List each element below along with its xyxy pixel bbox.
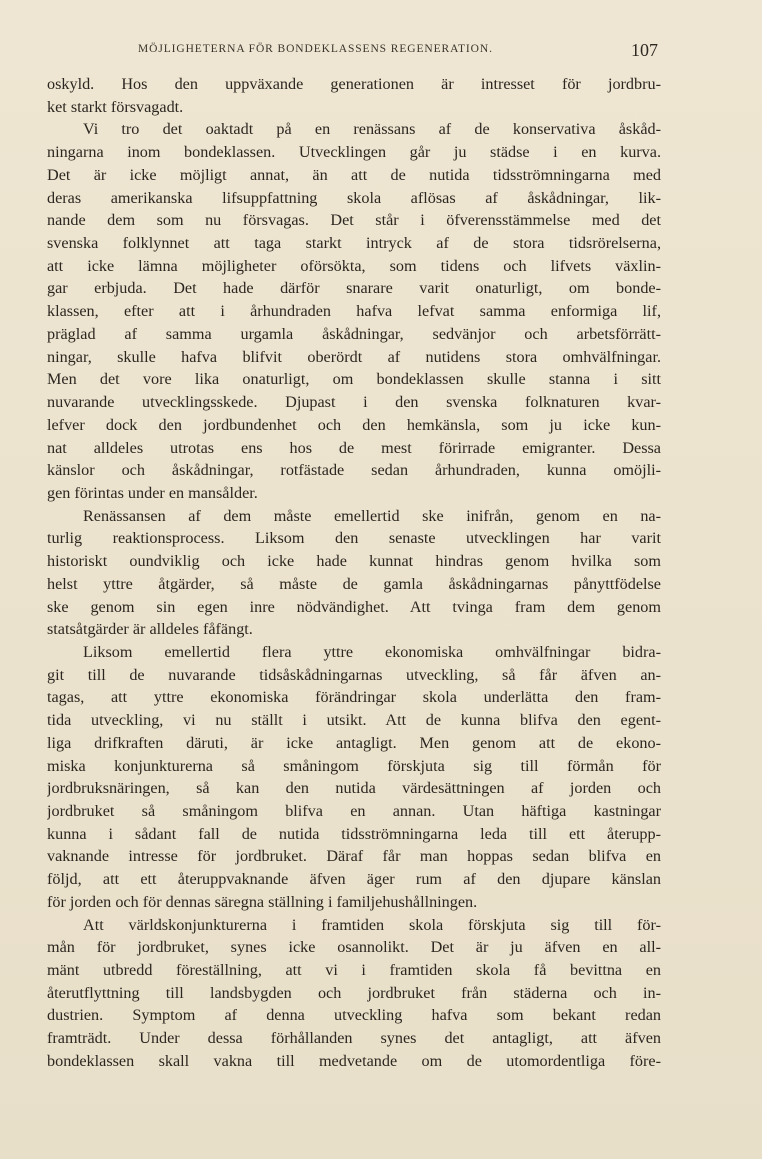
text-line: ningarna inom bondeklassen. Utvecklingen går ju städse i en kurva.	[47, 143, 661, 162]
text-line: nande dem som nu försvagas. Det står i öfverensstämmelse med det	[47, 211, 661, 230]
text-line: lefver dock den jordbundenhet och den hemkänsla, som ju icke kun-	[47, 415, 661, 434]
text-line: Men det vore lika onaturligt, om bondeklassen skulle stanna i sitt	[47, 370, 661, 389]
running-head: MÖJLIGHETERNA FÖR BONDEKLASSENS REGENERATION.	[138, 43, 493, 55]
text-line: att icke lämna möjligheter oförsökta, som tidens och lifvets växlin-	[47, 256, 661, 275]
text-line: deras amerikanska lifsuppfattning skola aflösas af åskådningar, lik-	[47, 188, 661, 207]
text-line: ket starkt försvagadt.	[47, 97, 184, 116]
text-line: tagas, att yttre ekonomiska förändringar skola underlätta den fram-	[47, 688, 661, 707]
text-line: bondeklassen skall vakna till medvetande om de utomordentliga före-	[47, 1051, 661, 1070]
text-line: framträdt. Under dessa förhållanden synes det antagligt, att äfven	[47, 1029, 661, 1048]
text-line: Renässansen af dem måste emellertid ske inifrån, genom en na-	[83, 506, 661, 525]
text-line: ske genom sin egen inre nödvändighet. Att tvinga fram dem genom	[47, 597, 661, 616]
text-line: historiskt oundviklig och icke hade kunnat hindras genom hvilka som	[47, 552, 661, 571]
text-line: klassen, efter att i århundraden hafva lefvat samma enformiga lif,	[47, 302, 661, 321]
text-line: Att världskonjunkturerna i framtiden skola förskjuta sig till för-	[83, 915, 661, 934]
text-line: vaknande intresse för jordbruket. Däraf får man hoppas sedan blifva en	[47, 847, 661, 866]
text-line: turlig reaktionsprocess. Liksom den senaste utvecklingen har varit	[47, 529, 661, 548]
text-line: känslor och åskådningar, rotfästade sedan århundraden, kunna omöjli-	[47, 461, 661, 480]
text-line: ningar, skulle hafva blifvit oberördt af nutidens stora omhvälfningar.	[47, 347, 661, 366]
text-line: helst yttre åtgärder, så måste de gamla åskådningarnas pånyttfödelse	[47, 574, 661, 593]
text-line: kunna i sådant fall de nutida tidsströmningarna leda till ett återupp-	[47, 824, 661, 843]
text-line: Det är icke möjligt annat, än att de nutida tidsströmningarna med	[47, 165, 661, 184]
text-line: dustrien. Symptom af denna utveckling hafva som bekant redan	[47, 1006, 661, 1025]
text-line: mänt utbredd föreställning, att vi i framtiden skola få bevittna en	[47, 961, 661, 980]
text-line: för jorden och för dennas säregna ställning i familjehushållningen.	[47, 892, 478, 911]
text-line: nat alldeles utrotas ens hos de mest förirrade emigranter. Dessa	[47, 438, 661, 457]
text-line: tida utveckling, vi nu ställt i utsikt. Att de kunna blifva den egent-	[47, 711, 661, 730]
text-line: Vi tro det oaktadt på en renässans af de konservativa åskåd-	[83, 120, 661, 139]
page-number: 107	[631, 40, 658, 60]
text-line: nuvarande utvecklingsskede. Djupast i den svenska folknaturen kvar-	[47, 393, 661, 412]
text-line: Liksom emellertid flera yttre ekonomiska omhvälfningar bidra-	[83, 642, 661, 661]
text-line: statsåtgärder är alldeles fåfängt.	[47, 620, 253, 639]
text-line: svenska folklynnet att taga starkt intryck af de stora tidsrörelserna,	[47, 234, 661, 253]
text-line: återutflyttning till landsbygden och jordbruket från städerna och in-	[47, 983, 661, 1002]
body-text	[47, 73, 661, 1073]
text-line: gar erbjuda. Det hade därför snarare varit onaturligt, om bonde-	[47, 279, 661, 298]
text-line: mån för jordbruket, synes icke osannolikt. Det är ju äfven en all-	[47, 938, 661, 957]
text-line: följd, att ett återuppvaknande äfven äger rum af den djupare känslan	[47, 870, 661, 889]
text-line: gen förintas under en mansålder.	[47, 483, 258, 502]
text-line: jordbruket så småningom blifva en annan. Utan häftiga kastningar	[47, 802, 661, 820]
text-line: jordbruksnäringen, så kan den nutida värdesättningen af jorden och	[47, 779, 661, 798]
text-line: präglad af samma urgamla åskådningar, sedvänjor och arbetsförrätt-	[47, 324, 661, 343]
text-line: git till de nuvarande tidsåskådningarnas utveckling, så får äfven an-	[47, 665, 661, 684]
page-header	[128, 40, 658, 64]
text-line: miska konjunkturerna så småningom förskjuta sig till förmån för	[47, 756, 661, 775]
text-line: liga drifkraften däruti, är icke antagligt. Men genom att de ekono-	[47, 733, 661, 752]
text-line: oskyld. Hos den uppväxande generationen är intresset för jordbru-	[47, 75, 661, 93]
